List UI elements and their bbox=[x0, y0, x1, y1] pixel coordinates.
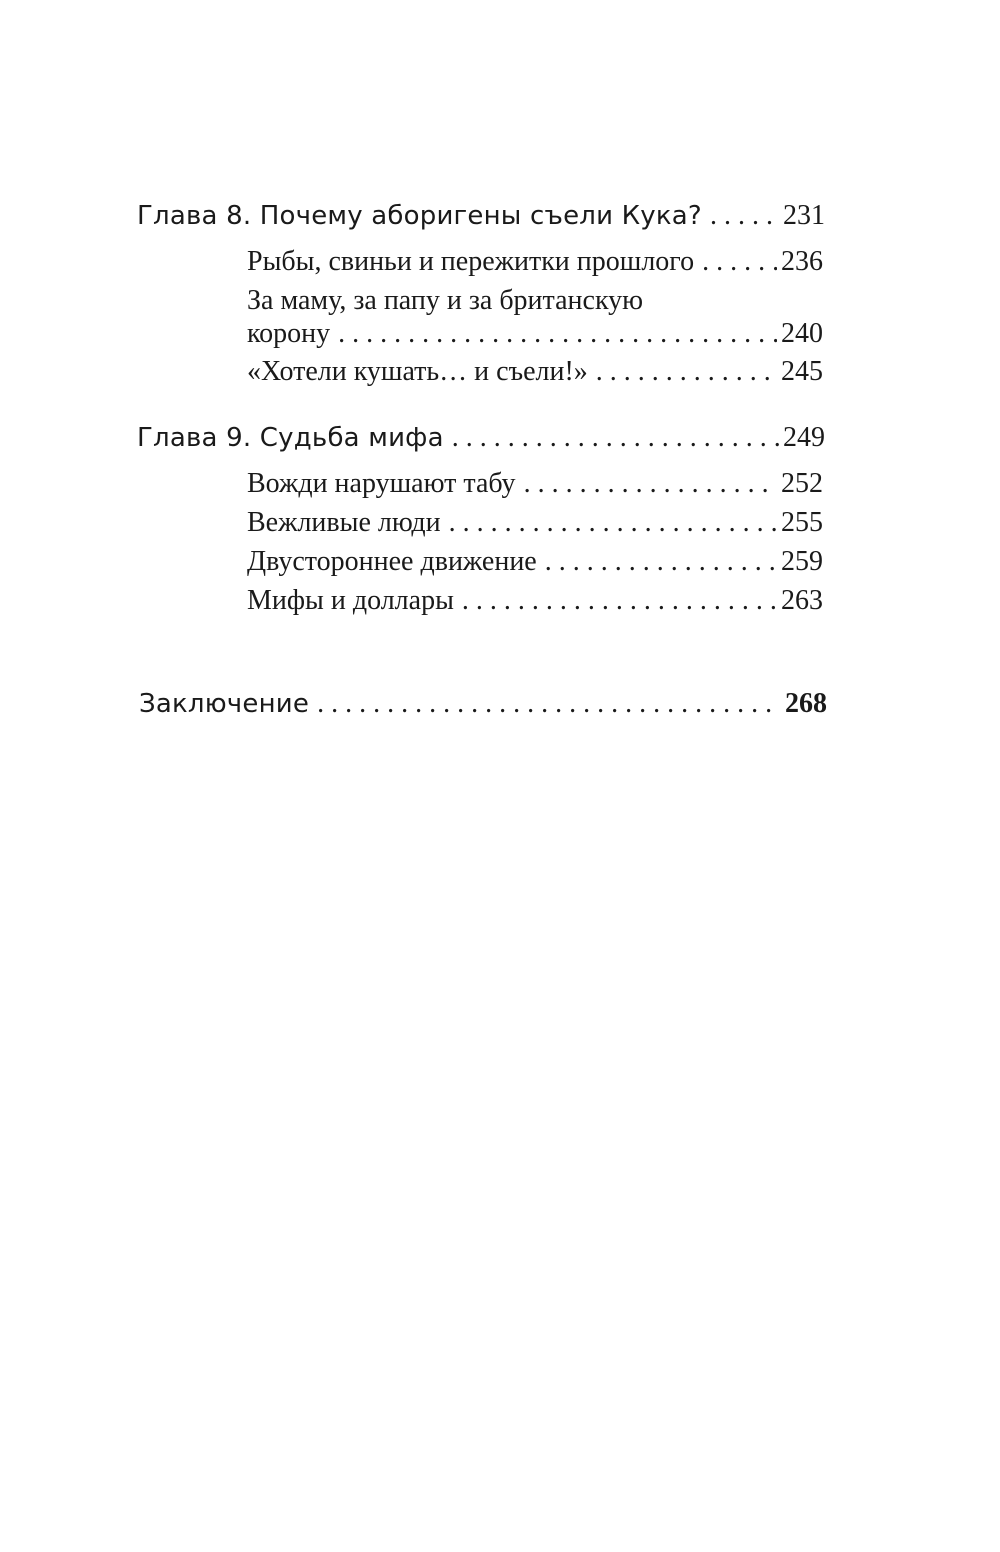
section-title-line1[interactable]: За маму, за папу и за британскую bbox=[247, 285, 644, 316]
chapter-8-page: 231 bbox=[783, 200, 825, 231]
toc-entry-conclusion[interactable] bbox=[139, 688, 827, 720]
section-title: Вожди нарушают табу bbox=[247, 468, 516, 499]
section-title: Мифы и доллары bbox=[247, 585, 454, 616]
section-title: Рыбы, свиньи и пережитки прошлого bbox=[247, 246, 695, 277]
toc-entry-section[interactable] bbox=[247, 356, 823, 388]
chapter-9-title: Глава 9. Судьба мифа bbox=[137, 423, 444, 453]
leader-dots bbox=[452, 422, 779, 454]
section-title-line2: корону bbox=[247, 318, 331, 349]
toc-entry-section[interactable] bbox=[247, 468, 823, 500]
toc-entry-section[interactable] bbox=[247, 246, 823, 278]
leader-dots bbox=[462, 585, 777, 617]
section-page: 255 bbox=[781, 507, 823, 538]
leader-dots bbox=[710, 200, 779, 232]
leader-dots bbox=[702, 246, 777, 278]
section-title: «Хотели кушать… и съели!» bbox=[247, 356, 588, 387]
section-page: 259 bbox=[781, 546, 823, 577]
conclusion-page: 268 bbox=[785, 688, 827, 719]
toc-entry-chapter-9[interactable] bbox=[137, 422, 825, 454]
section-page: 236 bbox=[781, 246, 823, 277]
chapter-8-title: Глава 8. Почему аборигены съели Кука? bbox=[137, 201, 702, 231]
leader-dots bbox=[596, 356, 777, 388]
conclusion-title: Заключение bbox=[139, 689, 310, 719]
toc-entry-section[interactable] bbox=[247, 585, 823, 617]
toc-entry-section[interactable] bbox=[247, 318, 823, 350]
section-title: Вежливые люди bbox=[247, 507, 441, 538]
section-page: 245 bbox=[781, 356, 823, 387]
leader-dots bbox=[524, 468, 777, 500]
leader-dots bbox=[338, 318, 777, 350]
toc-entry-chapter-8[interactable] bbox=[137, 200, 825, 232]
section-title: Двустороннее движение bbox=[247, 546, 537, 577]
section-page: 252 bbox=[781, 468, 823, 499]
leader-dots bbox=[545, 546, 777, 578]
toc-entry-section[interactable] bbox=[247, 546, 823, 578]
leader-dots bbox=[449, 507, 777, 539]
section-page: 263 bbox=[781, 585, 823, 616]
chapter-9-page: 249 bbox=[783, 422, 825, 453]
toc-entry-section[interactable] bbox=[247, 507, 823, 539]
section-page: 240 bbox=[781, 318, 823, 349]
leader-dots bbox=[317, 688, 781, 720]
